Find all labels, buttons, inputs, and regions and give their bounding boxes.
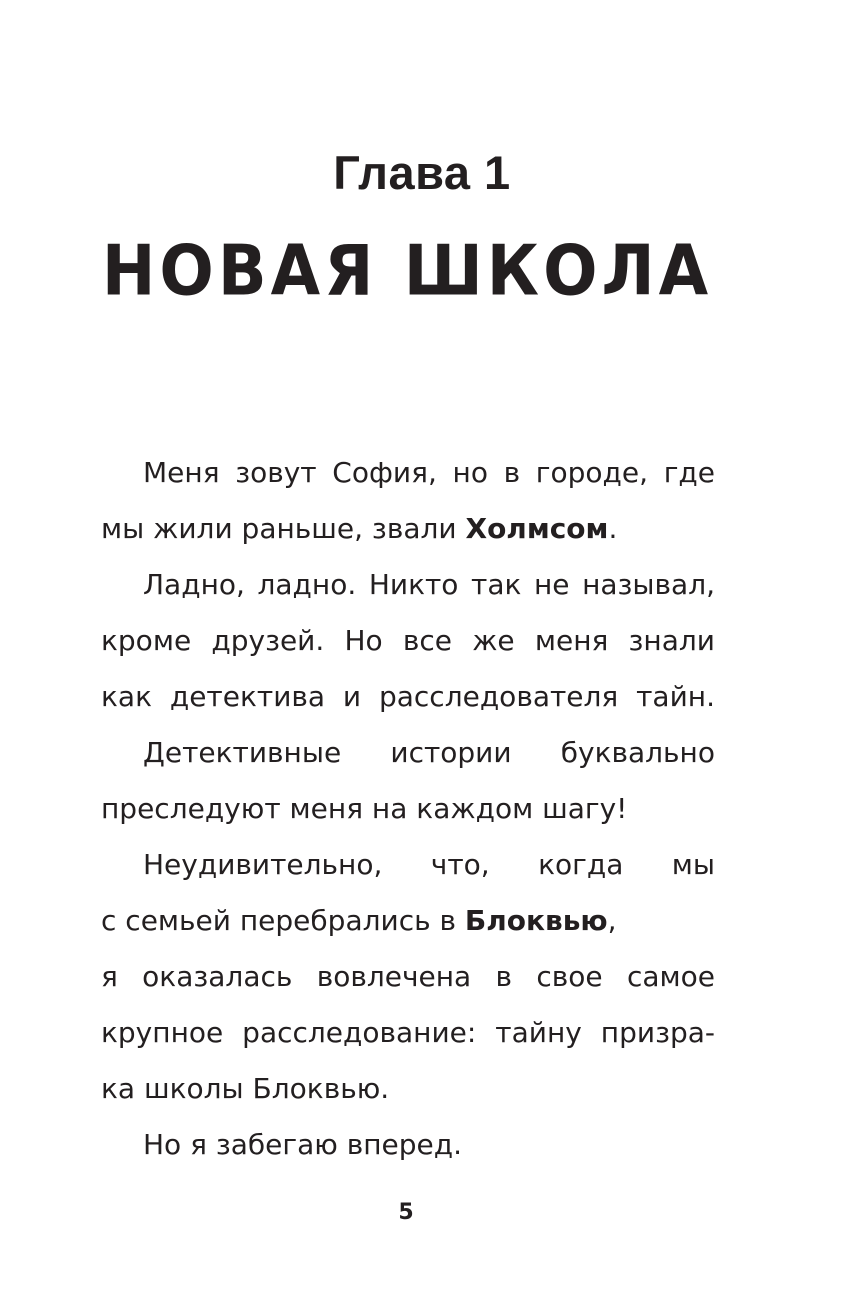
- paragraph-2-line-1: Ладно, ладно. Никто так не называл,: [143, 568, 715, 601]
- paragraph-4-line-3: я оказалась вовлечена в свое самое: [101, 960, 715, 993]
- paragraph-4-line-5: ка школы Блоквью.: [101, 1072, 390, 1105]
- text-segment: с семьей перебрались в: [101, 904, 465, 937]
- text-segment: ,: [607, 904, 617, 937]
- paragraph-4-line-1: Неудивительно, что, когда мы: [143, 848, 715, 881]
- text-segment: мы жили раньше, звали: [101, 512, 466, 545]
- paragraph-1-line-1: Меня зовут София, но в городе, где: [143, 456, 715, 489]
- bold-name-blockview: Блоквью: [464, 904, 608, 937]
- paragraph-3-line-2: преследуют меня на каждом шагу!: [101, 792, 628, 825]
- body-text: [101, 445, 715, 1173]
- paragraph-1-line-2: [101, 501, 715, 557]
- chapter-title: НОВАЯ ШКОЛА: [101, 232, 713, 312]
- text-segment: .: [608, 512, 618, 545]
- bold-name-holmes: Холмсом: [465, 512, 609, 545]
- paragraph-3-line-1: Детективные истории буквально: [143, 736, 715, 769]
- page-number: 5: [398, 1200, 414, 1225]
- paragraph-2-line-2: кроме друзей. Но все же меня знали: [101, 624, 715, 657]
- paragraph-4-line-4: крупное расследование: тайну призра-: [101, 1016, 715, 1049]
- paragraph-4-line-2: [101, 893, 715, 949]
- paragraph-2-line-3: как детектива и расследователя тайн.: [101, 680, 715, 713]
- paragraph-5-line-1: Но я забегаю вперед.: [143, 1128, 463, 1161]
- chapter-label: Глава 1: [333, 146, 511, 199]
